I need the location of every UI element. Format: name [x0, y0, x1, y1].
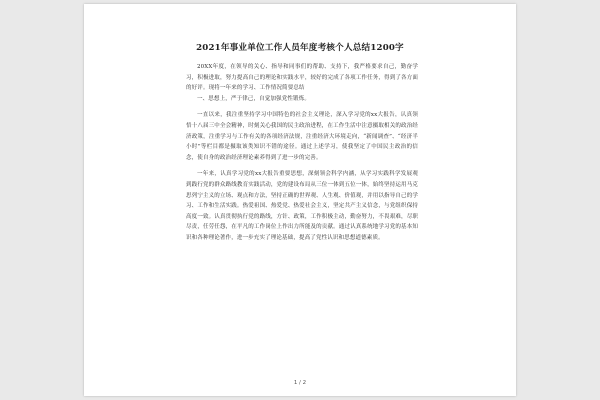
section-heading: 一、思想上，严于律己，自觉加强党性锻炼。 [197, 95, 311, 102]
document-body [186, 62, 418, 244]
paragraph-intro: 20XX年度，在领导的关心、指导和同事们的帮助、支持下，我严格要求自己，勤奋学习，积极进取，努力提高自己的理论和实践水平，较好的完成了各项工作任务，得到了各方面的好评。现将一年来的学习、工作情况简要总结 [186, 64, 418, 92]
page-number: 1 / 2 [293, 380, 307, 386]
paragraph-year-review: 一年来，认真学习党的xx大报告重要思想，深刻领会科学内涵，从学习实践科学发展观到践行党的群众路线教育实践活动，党的建设布局从三位一体到五位一体，始终坚持运用马克思列宁主义的立场、观点和方法，坚持正确的世界观、人生观、价值观，并用以指导自己的学习、工作和生活实践。热爱祖国、热爱党、热爱社会主义，坚定共产主义信念，与党组织保持高度一致。认真贯彻执行党的路线，方针、政策，工作积极主动，勤奋努力，不畏艰难，尽职尽责，任劳任怨，在平凡的工作岗位上作出力所能及的贡献。通过认真系统地学习党的基本知识和各种理论著作，进一步充实了理论基础，提高了党性认识和思想道德素质。 [186, 171, 418, 241]
document-title: 2021年事业单位工作人员年度考核个人总结1200字 [196, 43, 404, 53]
paragraph-study: 一直以来，我注重坚持学习中国特色的社会主义理论，深入学习党的xx大报告，认真领悟十八届三中全会精神，时刻关心我国的民主政治进程，在工作生活中注意摄取相关的政治经济政策，注重学习与工作有关的各项经济法规，注重经济大环境走向，“新闻调查”、“经济半小时”等栏目都是摄取该类知识不错的途径。通过上述学习，使我坚定了中国民主政治的信念，使自身的政治经济理论素养得到了进一步的完善。 [186, 112, 418, 161]
document-page [84, 4, 516, 396]
